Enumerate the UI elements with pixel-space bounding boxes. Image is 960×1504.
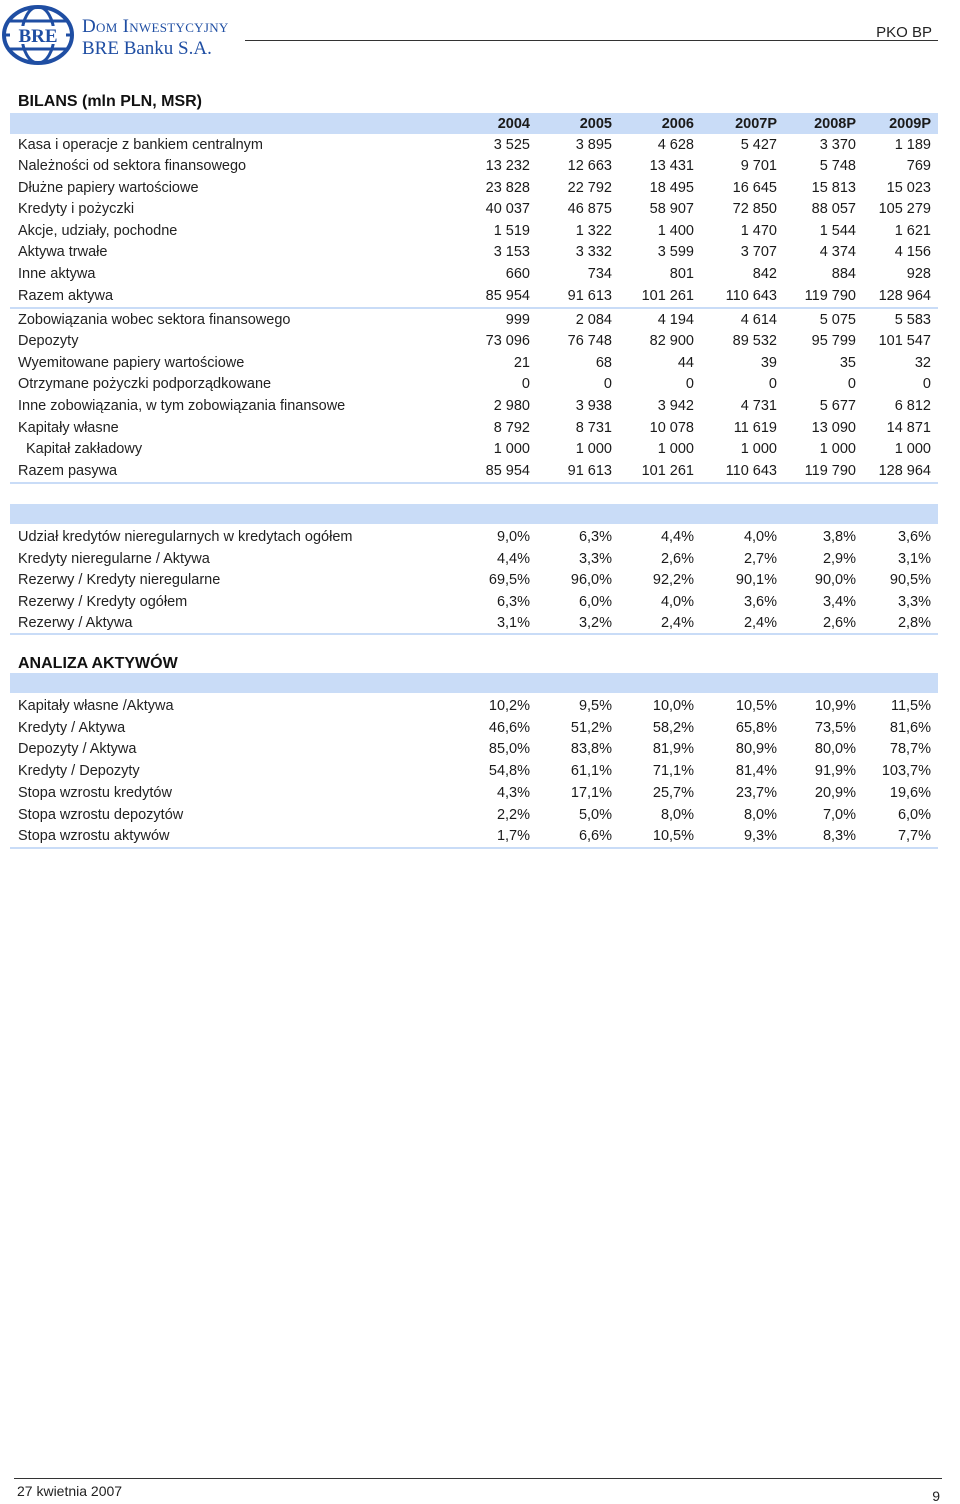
row-value: 4,3% [496, 785, 530, 802]
row-value: 110 643 [701, 460, 784, 483]
row-value: 2,2% [496, 806, 530, 823]
row-value: 96,0% [570, 572, 612, 589]
row-value: 105 279 [878, 201, 931, 218]
row-value: 1 189 [894, 136, 931, 153]
row-label: Kapitały własne /Aktywa [18, 697, 174, 714]
row-label: Aktywa trwałe [18, 244, 108, 261]
row-value: 119 790 [784, 460, 863, 483]
row-label: Wyemitowane papiery wartościowe [18, 354, 245, 371]
row-label: Depozyty [18, 333, 79, 350]
row-value: 6,6% [537, 826, 619, 848]
row-value: 40 037 [485, 201, 530, 218]
header-blank [10, 113, 462, 134]
row-label: Inne aktywa [18, 265, 96, 282]
row-value: 73,5% [814, 719, 856, 736]
row-value: 1 000 [657, 441, 694, 458]
row-value: 12 663 [567, 158, 612, 175]
row-value: 5,0% [578, 806, 612, 823]
row-value: 2,8% [863, 613, 938, 635]
row-value: 3,3% [578, 550, 612, 567]
table-row [10, 569, 938, 591]
table-row [10, 548, 938, 570]
row-value: 101 261 [619, 460, 701, 483]
row-value: 1 470 [740, 222, 777, 239]
row-label: Stopa wzrostu depozytów [18, 806, 184, 823]
row-value: 82 900 [649, 333, 694, 350]
row-value: 18 495 [649, 179, 694, 196]
row-value: 3 942 [657, 398, 694, 415]
row-value: 4 614 [740, 311, 777, 328]
row-value: 78,7% [889, 741, 931, 758]
row-value: 23 828 [485, 179, 530, 196]
row-value: 15 813 [811, 179, 856, 196]
row-value: 80,9% [735, 741, 777, 758]
table-row [10, 695, 938, 717]
row-value: 17,1% [570, 785, 612, 802]
row-value: 76 748 [567, 333, 612, 350]
row-value: 660 [505, 265, 530, 282]
row-value: 11 619 [733, 419, 777, 436]
row-value: 1 000 [575, 441, 612, 458]
row-value: 128 964 [863, 460, 938, 483]
row-value: 10 078 [649, 419, 694, 436]
asset-analysis-header-bar [10, 673, 938, 693]
table-row [10, 177, 938, 199]
row-value: 101 547 [878, 333, 931, 350]
row-label: Akcje, udziały, pochodne [18, 222, 178, 239]
row-value: 3 599 [657, 244, 694, 261]
row-value: 0 [922, 376, 931, 393]
row-value: 81,6% [889, 719, 931, 736]
table-row [10, 199, 938, 221]
row-value: 2,4% [701, 613, 784, 635]
row-value: 9,3% [701, 826, 784, 848]
row-value: 4 731 [740, 398, 777, 415]
row-value: 11,5% [890, 697, 931, 714]
row-value: 8,3% [784, 826, 863, 848]
row-value: 4,0% [743, 528, 777, 545]
table-row [10, 285, 938, 308]
row-value: 3,4% [822, 593, 856, 610]
header-rule [245, 40, 938, 41]
row-value: 90,0% [814, 572, 856, 589]
row-value: 3 525 [493, 136, 530, 153]
row-value: 1 400 [657, 222, 694, 239]
row-label: Kredyty / Depozyty [18, 763, 140, 780]
row-value: 3,8% [822, 528, 856, 545]
row-value: 0 [768, 376, 777, 393]
row-label: Dłużne papiery wartościowe [18, 179, 199, 196]
row-value: 92,2% [652, 572, 694, 589]
header-company-label: PKO BP [876, 24, 932, 41]
row-label: Kasa i operacje z bankiem centralnym [18, 136, 264, 153]
quality-header-bar [10, 504, 938, 524]
row-value: 928 [906, 265, 931, 282]
year-header: 2006 [661, 115, 694, 132]
row-value: 884 [831, 265, 856, 282]
row-value: 1,7% [462, 826, 537, 848]
row-value: 19,6% [889, 785, 931, 802]
table-row [10, 717, 938, 739]
row-value: 0 [685, 376, 694, 393]
row-label: Udział kredytów nieregularnych w kredytach ogółem [18, 528, 353, 545]
logo-text-line2: BRE Banku S.A. [82, 38, 212, 59]
page-header [0, 0, 960, 70]
row-value: 5 583 [894, 311, 931, 328]
row-value: 91,9% [814, 763, 856, 780]
table-row [10, 263, 938, 285]
row-value: 3 707 [740, 244, 777, 261]
row-value: 10,5% [619, 826, 701, 848]
table-row [10, 134, 938, 156]
row-value: 3 153 [493, 244, 530, 261]
row-value: 0 [847, 376, 856, 393]
row-value: 3,1% [462, 613, 537, 635]
row-label: Stopa wzrostu kredytów [18, 785, 172, 802]
row-value: 1 000 [493, 441, 530, 458]
table-row [10, 613, 938, 635]
row-label: Rezerwy / Kredyty ogółem [18, 593, 188, 610]
row-value: 91 613 [537, 460, 619, 483]
table-row [10, 308, 938, 331]
row-label: Należności od sektora finansowego [18, 158, 247, 175]
row-value: 4 194 [657, 311, 694, 328]
row-value: 1 519 [493, 222, 530, 239]
row-value: 8,0% [660, 806, 694, 823]
row-value: 32 [914, 354, 931, 371]
row-value: 3,6% [897, 528, 931, 545]
row-value: 71,1% [652, 763, 694, 780]
row-label: Kapitały własne [18, 419, 119, 436]
row-value: 69,5% [488, 572, 530, 589]
row-value: 769 [906, 158, 931, 175]
row-value: 5 075 [819, 311, 856, 328]
row-value: 85 954 [462, 460, 537, 483]
globe-logo-icon [0, 4, 78, 66]
row-value: 10,0% [652, 697, 694, 714]
row-value: 4,4% [660, 528, 694, 545]
row-value: 72 850 [732, 201, 777, 218]
row-label: Depozyty / Aktywa [18, 741, 137, 758]
row-label: Kredyty i pożyczki [18, 201, 135, 218]
row-value: 1 000 [740, 441, 777, 458]
row-value: 2,6% [784, 613, 863, 635]
table-row [10, 591, 938, 613]
row-value: 2,9% [822, 550, 856, 567]
row-value: 128 964 [863, 285, 938, 308]
year-header: 2005 [579, 115, 612, 132]
row-value: 23,7% [735, 785, 777, 802]
row-value: 5 748 [819, 158, 856, 175]
table-row [10, 331, 938, 353]
row-value: 44 [677, 354, 694, 371]
row-value: 1 322 [575, 222, 612, 239]
row-label: Rezerwy / Aktywa [10, 613, 462, 635]
row-label: Kredyty nieregularne / Aktywa [18, 550, 210, 567]
row-value: 22 792 [567, 179, 612, 196]
row-value: 58 907 [649, 201, 694, 218]
row-value: 10,5% [735, 697, 777, 714]
table-row [10, 417, 938, 439]
footer-rule [14, 1478, 942, 1479]
row-value: 46,6% [488, 719, 530, 736]
row-value: 8,0% [743, 806, 777, 823]
row-value: 51,2% [570, 719, 612, 736]
year-header: 2008P [814, 115, 856, 132]
row-value: 35 [839, 354, 856, 371]
year-header: 2004 [497, 115, 530, 132]
row-value: 4,4% [496, 550, 530, 567]
row-value: 1 000 [819, 441, 856, 458]
table-row [10, 352, 938, 374]
row-value: 2,7% [743, 550, 777, 567]
row-value: 14 871 [886, 419, 931, 436]
row-value: 13 431 [649, 158, 694, 175]
row-value: 999 [505, 311, 530, 328]
row-value: 39 [760, 354, 777, 371]
table-row [10, 826, 938, 848]
row-value: 90,5% [889, 572, 931, 589]
row-label: Rezerwy / Kredyty nieregularne [18, 572, 221, 589]
row-value: 3 332 [575, 244, 612, 261]
row-value: 4 156 [894, 244, 931, 261]
row-value: 3,1% [897, 550, 931, 567]
row-value: 2,4% [619, 613, 701, 635]
row-value: 8 731 [575, 419, 612, 436]
row-value: 81,9% [652, 741, 694, 758]
row-label: Razem pasywa [10, 460, 462, 483]
row-value: 21 [513, 354, 530, 371]
row-value: 6,0% [897, 806, 931, 823]
table-row [10, 438, 938, 460]
table-row [10, 739, 938, 761]
row-value: 3 895 [575, 136, 612, 153]
row-value: 119 790 [784, 285, 863, 308]
row-value: 6 812 [894, 398, 931, 415]
quality-table [10, 526, 938, 635]
row-value: 81,4% [735, 763, 777, 780]
row-value: 13 090 [811, 419, 856, 436]
row-value: 6,0% [578, 593, 612, 610]
row-value: 1 621 [894, 222, 931, 239]
row-value: 3,2% [537, 613, 619, 635]
row-value: 10,9% [814, 697, 856, 714]
row-value: 4,0% [660, 593, 694, 610]
row-value: 61,1% [570, 763, 612, 780]
row-value: 0 [521, 376, 530, 393]
row-value: 5 427 [740, 136, 777, 153]
table-row [10, 804, 938, 826]
asset-analysis-table [10, 695, 938, 849]
row-value: 68 [595, 354, 612, 371]
row-value: 8 792 [493, 419, 530, 436]
row-value: 85,0% [488, 741, 530, 758]
row-label: Otrzymane pożyczki podporządkowane [18, 376, 272, 393]
row-value: 80,0% [814, 741, 856, 758]
row-value: 90,1% [735, 572, 777, 589]
row-value: 734 [587, 265, 612, 282]
table-row [10, 242, 938, 264]
row-value: 25,7% [652, 785, 694, 802]
row-value: 3,3% [897, 593, 931, 610]
row-value: 7,7% [863, 826, 938, 848]
table-row [10, 220, 938, 242]
row-value: 110 643 [701, 285, 784, 308]
row-label: Razem aktywa [10, 285, 462, 308]
row-value: 3 938 [575, 398, 612, 415]
table-row [10, 395, 938, 417]
row-value: 10,2% [488, 697, 530, 714]
row-value: 4 374 [819, 244, 856, 261]
svg-text:BRE: BRE [18, 26, 58, 47]
year-header: 2007P [735, 115, 777, 132]
row-value: 7,0% [822, 806, 856, 823]
row-value: 88 057 [811, 201, 856, 218]
table-row [10, 760, 938, 782]
balance-title: BILANS (mln PLN, MSR) [18, 93, 202, 110]
table-header-row [10, 113, 938, 134]
row-value: 2,6% [660, 550, 694, 567]
row-label: Stopa wzrostu aktywów [10, 826, 462, 848]
row-value: 3 370 [819, 136, 856, 153]
row-value: 4 628 [657, 136, 694, 153]
row-value: 101 261 [619, 285, 701, 308]
row-value: 842 [752, 265, 777, 282]
table-row [10, 782, 938, 804]
row-value: 0 [603, 376, 612, 393]
table-row [10, 526, 938, 548]
row-value: 3,6% [743, 593, 777, 610]
row-label: Inne zobowiązania, w tym zobowiązania finansowe [18, 398, 346, 415]
row-value: 13 232 [485, 158, 530, 175]
row-value: 1 000 [894, 441, 931, 458]
row-value: 1 544 [819, 222, 856, 239]
row-label: Kapitał zakładowy [26, 441, 143, 458]
row-value: 15 023 [886, 179, 931, 196]
row-value: 85 954 [462, 285, 537, 308]
row-value: 83,8% [570, 741, 612, 758]
row-value: 73 096 [485, 333, 530, 350]
row-value: 91 613 [537, 285, 619, 308]
table-row [10, 374, 938, 396]
bre-logo [0, 4, 250, 66]
row-label: Zobowiązania wobec sektora finansowego [18, 311, 291, 328]
footer-date: 27 kwietnia 2007 [17, 1483, 123, 1499]
row-value: 801 [669, 265, 694, 282]
row-value: 58,2% [652, 719, 694, 736]
row-value: 89 532 [732, 333, 777, 350]
table-row [10, 460, 938, 483]
balance-table [10, 113, 938, 484]
logo-text-line1: Dom Inwestycyjny [82, 16, 229, 37]
row-value: 9 701 [740, 158, 777, 175]
row-value: 6,3% [496, 593, 530, 610]
row-label: Kredyty / Aktywa [18, 719, 126, 736]
row-value: 5 677 [819, 398, 856, 415]
row-value: 46 875 [567, 201, 612, 218]
row-value: 65,8% [735, 719, 777, 736]
row-value: 6,3% [578, 528, 612, 545]
page-number: 9 [932, 1488, 940, 1504]
row-value: 103,7% [881, 763, 931, 780]
year-header: 2009P [889, 115, 931, 132]
row-value: 9,5% [578, 697, 612, 714]
row-value: 54,8% [488, 763, 530, 780]
asset-analysis-title: ANALIZA AKTYWÓW [18, 655, 178, 672]
row-value: 9,0% [496, 528, 530, 545]
row-value: 2 084 [575, 311, 612, 328]
row-value: 20,9% [814, 785, 856, 802]
table-row [10, 156, 938, 178]
row-value: 2 980 [493, 398, 530, 415]
row-value: 16 645 [732, 179, 777, 196]
row-value: 95 799 [811, 333, 856, 350]
